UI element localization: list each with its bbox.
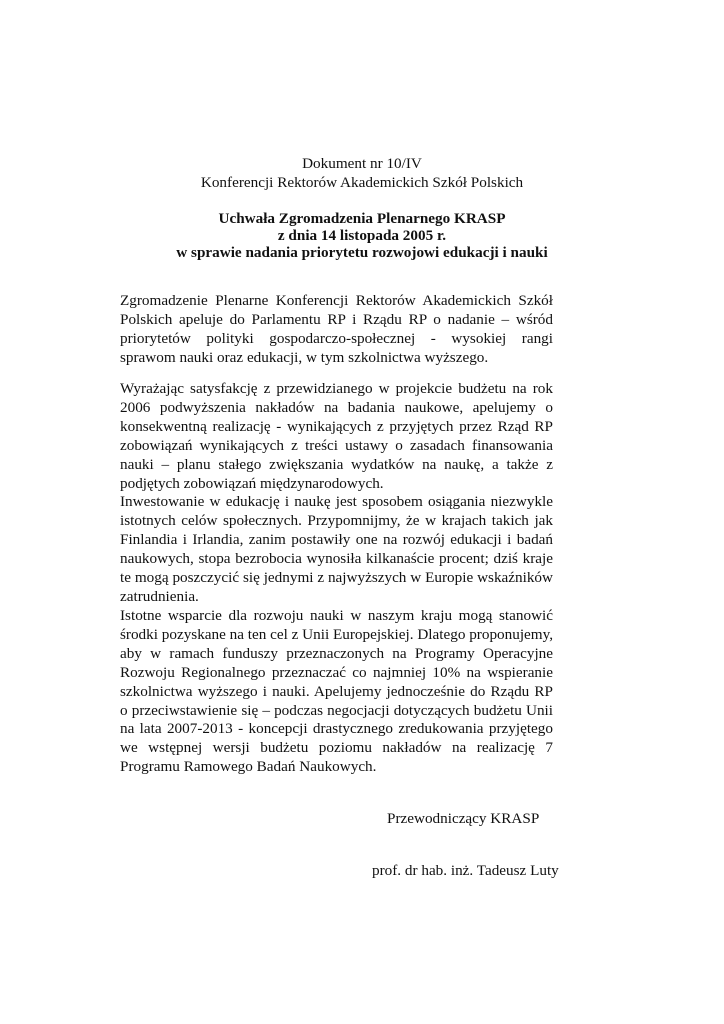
paragraph-3: Inwestowanie w edukację i naukę jest sposobem osiągania niezwykle istotnych celów społecznych. Przypomnijmy, że w krajach takich jak Finlandia i Irlandia, zanim postawiły one na rozwój edukacji i badań naukowych, stopa bezrobocia wynosiła kilkanaście procent; dziś kraje te mogą poszczycić się jednymi z najwyższych w Europie wskaźników zatrudnienia. xyxy=(120,493,553,605)
signature-title: Przewodniczący KRASP xyxy=(387,810,540,827)
paragraph-2: Wyrażając satysfakcję z przewidzianego w projekcie budżetu na rok 2006 podwyższenia nakładów na badania naukowe, apelujemy o konsekwentną realizację - wynikających z przyjętych przez Rząd RP zobowiązań wynikających z treści ustawy o zasadach finansowania nauki – planu stałego zwiększania wydatków na naukę, a także z podjętych zobowiązań międzynarodowych. xyxy=(120,380,553,492)
paragraph-1: Zgromadzenie Plenarne Konferencji Rektorów Akademickich Szkół Polskich apeluje do Parlamentu RP i Rządu RP o nadanie – wśród priorytetów polityki gospodarczo-społecznej - wysokiej rangi sprawom nauki oraz edukacji, w tym szkolnictwa wyższego. xyxy=(120,292,553,366)
title-line-2: z dnia 14 listopada 2005 r. xyxy=(277,227,447,244)
signature-name: prof. dr hab. inż. Tadeusz Luty xyxy=(372,862,559,879)
paragraph-4: Istotne wsparcie dla rozwoju nauki w naszym kraju mogą stanowić środki pozyskane na ten cel z Unii Europejskiej. Dlatego proponujemy, aby w ramach funduszy przeznaczonych na Programy Operacyjne Rozwoju Regionalnego przeznaczać co najmniej 10% na wspieranie szkolnictwa wyższego i nauki. Apelujemy jednocześnie do Rządu RP o przeciwstawienie się – podczas negocjacji dotyczących budżetu Unii na lata 2007-2013 - koncepcji drastycznego zredukowania przyjętego we wstępnej wersji budżetu poziomu nakładów na realizację 7 Programu Ramowego Badań Naukowych. xyxy=(120,607,554,776)
document-header xyxy=(0,154,724,192)
title-line-1: Uchwała Zgromadzenia Plenarnego KRASP xyxy=(218,210,506,227)
resolution-title xyxy=(0,210,724,261)
document-number: Dokument nr 10/IV xyxy=(302,155,422,172)
organization-name: Konferencji Rektorów Akademickich Szkół Polskich xyxy=(200,174,524,191)
title-line-3: w sprawie nadania priorytetu rozwojowi edukacji i nauki xyxy=(176,244,548,261)
